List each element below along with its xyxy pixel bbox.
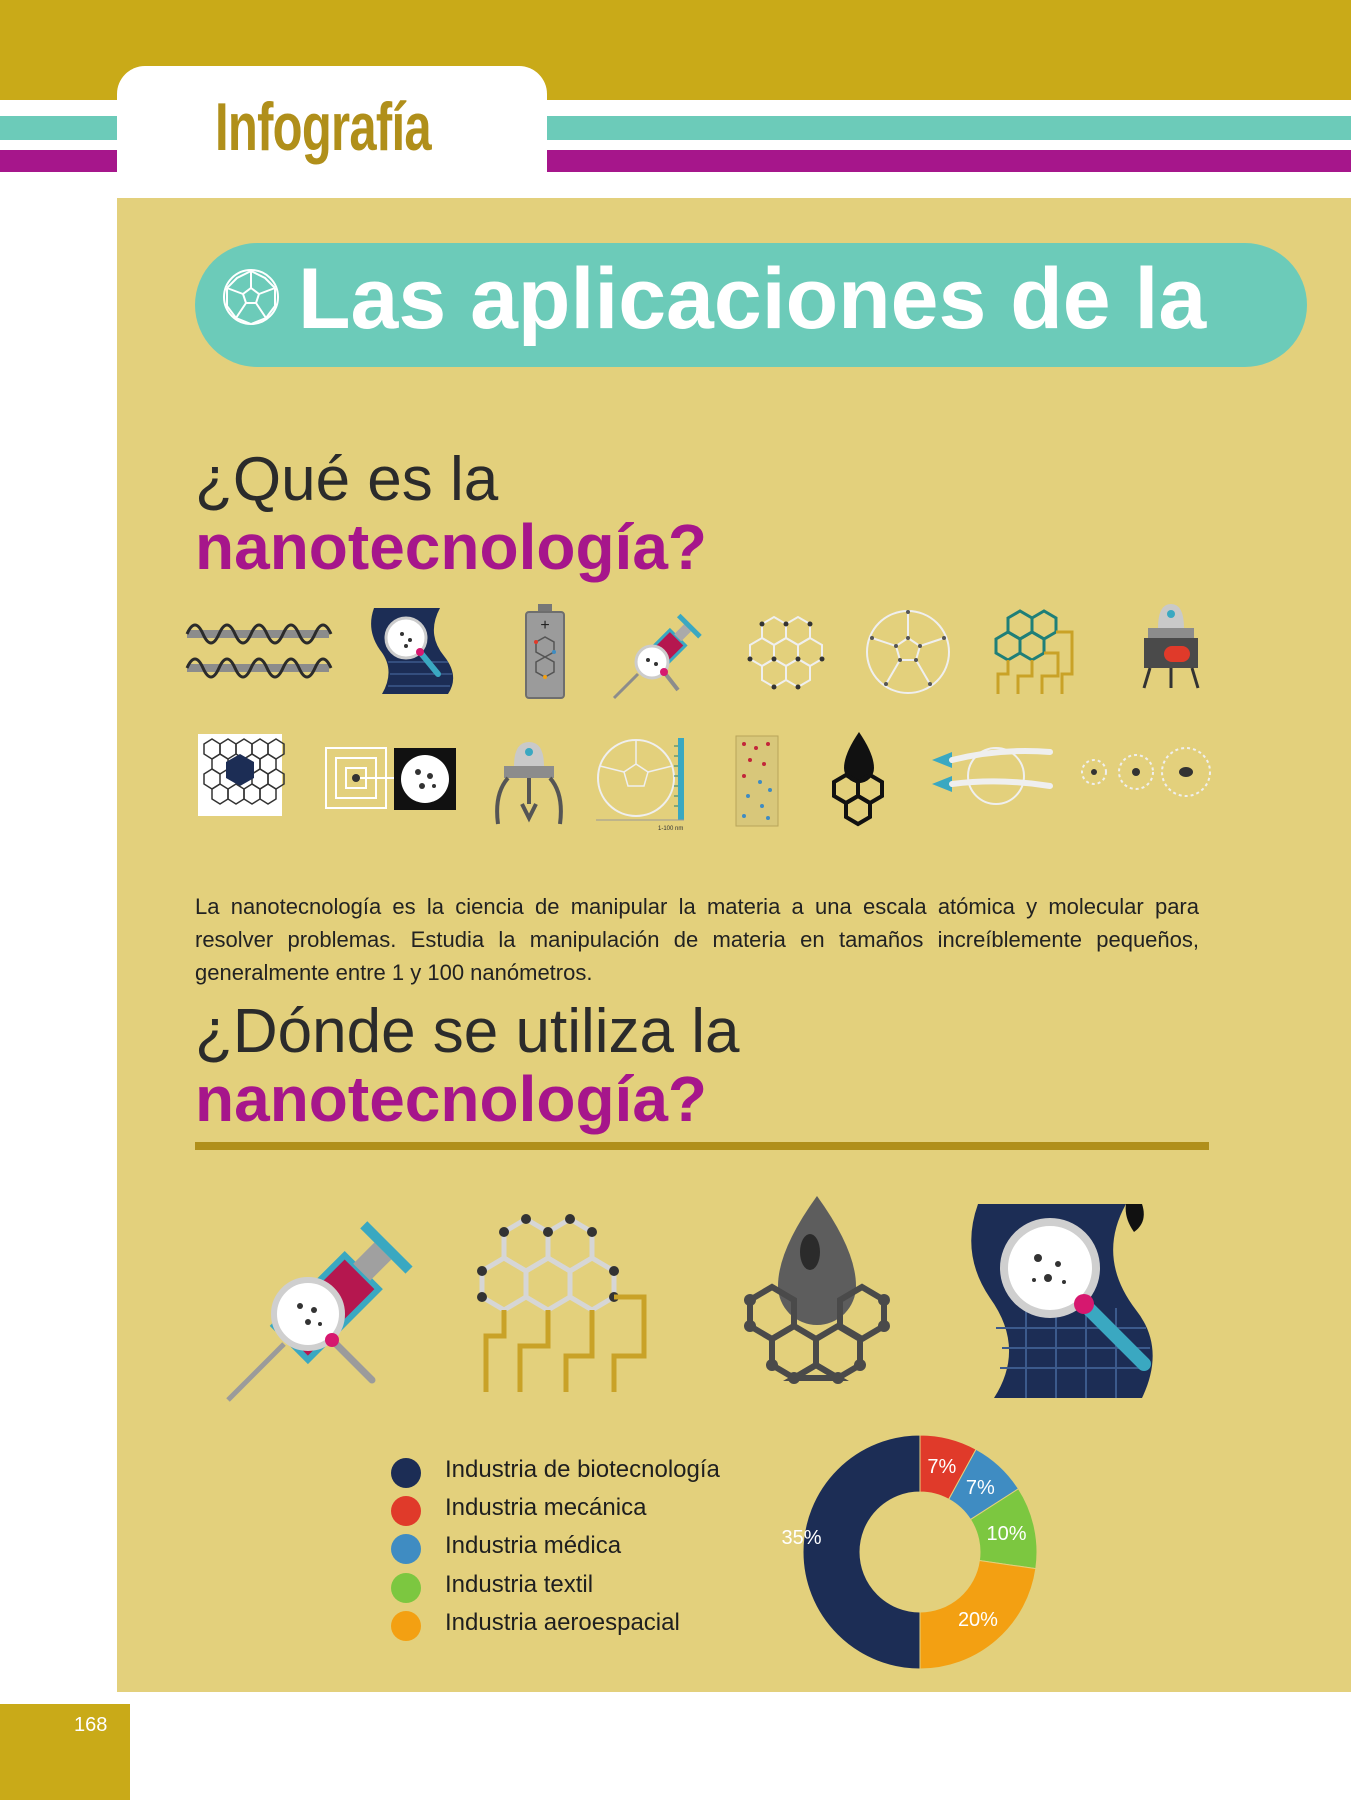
header-stripe-teal-right xyxy=(546,116,1351,140)
nanowire-icon xyxy=(185,614,331,690)
legend-label: Industria de biotecnología xyxy=(445,1456,720,1483)
donut-label: 7% xyxy=(965,1477,995,1500)
nanoparticle-column-icon xyxy=(734,734,780,828)
nanorobot-icon xyxy=(1138,600,1204,692)
section2-question-light: ¿Dónde se utiliza la xyxy=(195,997,740,1066)
legend-label: Industria aeroespacial xyxy=(445,1609,680,1636)
donut-label: 20% xyxy=(957,1608,998,1631)
battery-icon xyxy=(524,604,566,700)
legend-label: Industria médica xyxy=(445,1532,622,1559)
scale-label: 1-100 nm xyxy=(658,826,684,832)
legend-swatch xyxy=(391,1496,421,1526)
atom-scale-icon xyxy=(1078,744,1212,798)
textile-screen-illustration xyxy=(966,1198,1162,1402)
section-divider xyxy=(195,1142,1209,1150)
oil-drop-small-icon xyxy=(820,730,898,824)
footer-tab xyxy=(0,1704,130,1800)
industry-donut-chart xyxy=(781,1432,1040,1672)
donut-label: 10% xyxy=(986,1523,1027,1546)
nanocircuit-icon xyxy=(988,604,1084,698)
graphene-hole-icon xyxy=(196,732,284,818)
medical-syringe-illustration xyxy=(224,1204,430,1404)
section2-question-bold: nanotecnología? xyxy=(195,1063,707,1135)
legend-label: Industria mecánica xyxy=(445,1494,647,1521)
page-number: 168 xyxy=(74,1714,108,1736)
legend-swatch xyxy=(391,1573,421,1603)
nanofilter-icon xyxy=(930,738,1056,814)
syringe-icon xyxy=(612,608,708,700)
donut-label: 7% xyxy=(927,1456,957,1479)
scale-ruler-icon xyxy=(594,736,690,832)
donut-slice xyxy=(803,1435,920,1669)
quantum-dot-icon xyxy=(324,746,458,812)
header-stripe-teal-left xyxy=(0,116,118,140)
electronics-circuit-illustration xyxy=(468,1206,672,1396)
flexible-screen-icon xyxy=(368,604,458,698)
fullerene-icon xyxy=(220,266,282,328)
legend-label: Industria textil xyxy=(445,1571,594,1598)
legend-swatch xyxy=(391,1611,421,1641)
legend-swatch xyxy=(391,1458,421,1488)
donut-label: 35% xyxy=(781,1527,822,1549)
legend-swatch xyxy=(391,1534,421,1564)
svg-text:+: + xyxy=(540,617,550,634)
main-title: Las aplicaciones de la xyxy=(298,251,1207,347)
section-label: Infografía xyxy=(215,89,431,165)
oil-drop-illustration xyxy=(734,1192,900,1404)
header-stripe-magenta-right xyxy=(546,150,1351,172)
nanobot-claw-icon xyxy=(490,738,568,828)
graphene-sheet-icon xyxy=(740,610,826,696)
section1-question-bold: nanotecnología? xyxy=(195,511,707,583)
description-text: La nanotecnología es la ciencia de manipular la materia a una escala atómica y molecular para resolver problemas. Estudia la manipulación de materia en tamaños increíblemente pequeños, generalmente entre 1 y 100 nanómetros. xyxy=(195,894,1199,985)
section1-question-light: ¿Qué es la xyxy=(195,445,499,514)
header-stripe-magenta-left xyxy=(0,150,118,172)
fullerene-ball-icon xyxy=(864,608,952,696)
